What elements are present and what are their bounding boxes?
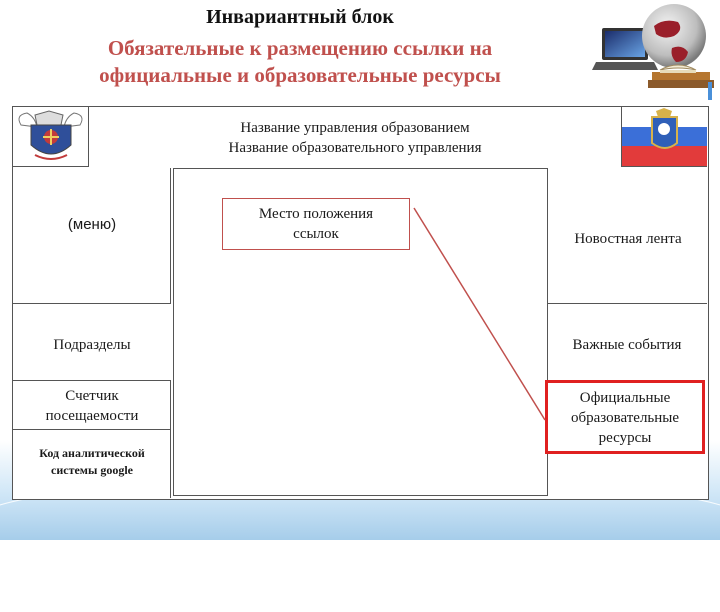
slide-subtitle-line2: официальные и образовательные ресурсы [99,63,501,87]
counter-label-line2: посещаемости [45,408,139,424]
org-name-line2: Название образовательного управления [228,140,482,156]
menu-label: (меню) [67,216,117,233]
important-events-label[interactable]: Важные события [572,337,682,353]
links-place-line1: Место положения [258,206,374,222]
official-line2: образовательные [570,410,680,426]
news-label: Новостная лента [574,231,682,247]
subsections-label[interactable]: Подразделы [53,337,131,353]
counter-label-line1: Счетчик [65,388,119,404]
org-name-line1: Название управления образованием [240,120,470,136]
analytics-label-line2: системы google [51,463,133,477]
links-place-line2: ссылок [293,226,339,242]
slide-title: Инвариантный блок [206,6,394,28]
slide-subtitle-line1: Обязательные к размещению ссылки на [107,36,493,60]
official-line1: Официальные [579,390,671,406]
analytics-label-line1: Код аналитической [39,446,145,460]
official-line3: ресурсы [598,430,652,446]
